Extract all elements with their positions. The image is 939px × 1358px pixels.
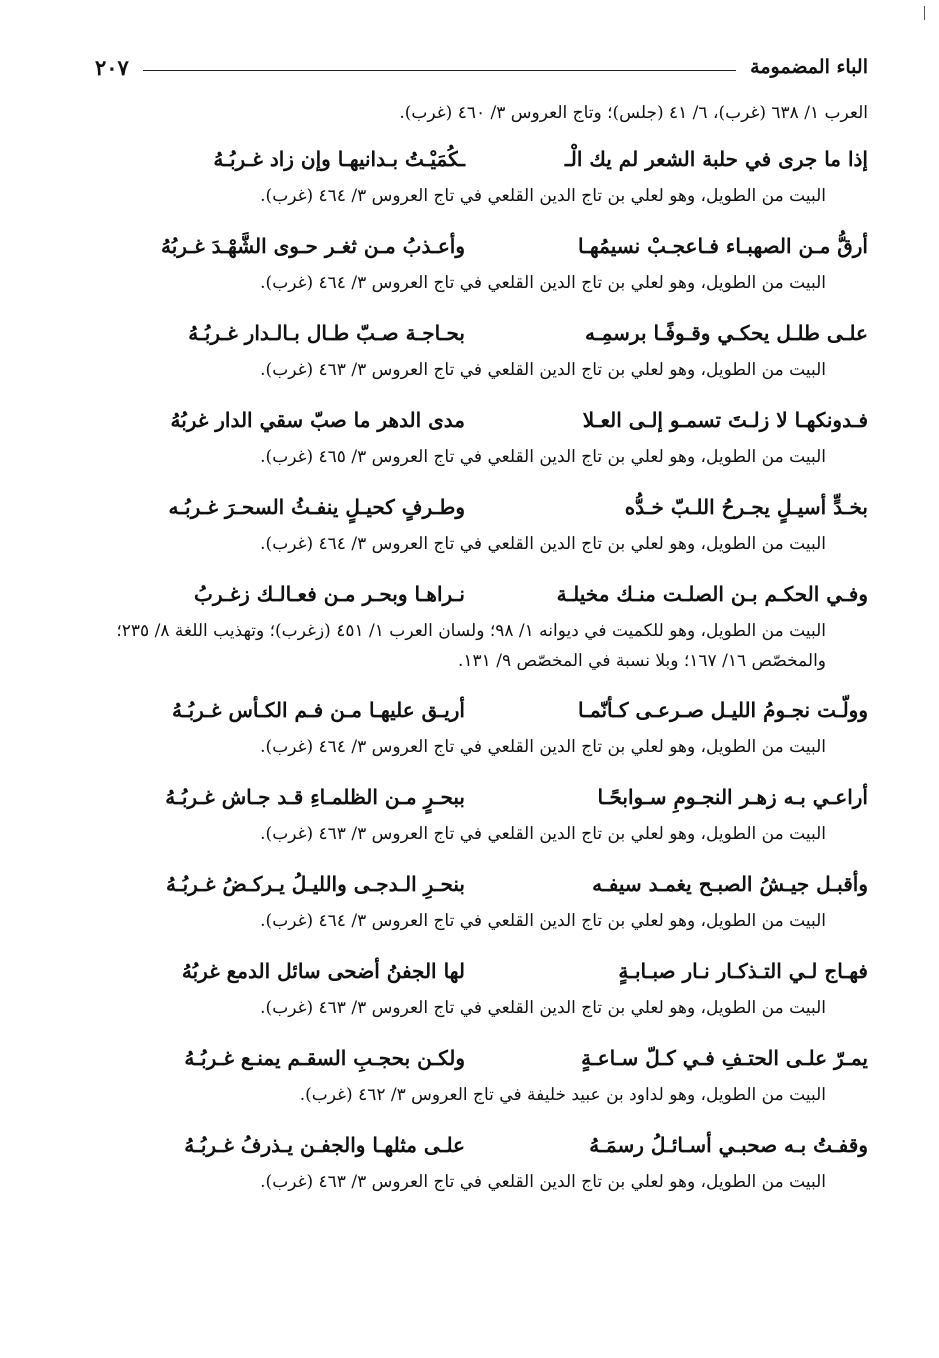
verse-first-hemistich: وقفـتُ بـه صحبـي أسـائـلُ رسمَـهُ: [589, 1133, 868, 1157]
verse-second-hemistich: ـكُمَيْـتُ بـدانيهـا وإن زاد غـربُـهُ: [213, 147, 465, 171]
verse-citation: البيت من الطويل، وهو لعلي بن تاج الدين القلعي في تاج العروس ٣/ ٤٦٤ (غرب).: [260, 534, 826, 554]
verse-second-hemistich: بنحـرِ الـدجـى والليـلُ يـركـضُ غـربُـهُ: [166, 872, 465, 896]
verse-citation: البيت من الطويل، وهو لعلي بن تاج الدين القلعي في تاج العروس ٣/ ٤٦٣ (غرب).: [260, 360, 826, 380]
verse-citation: البيت من الطويل، وهو للكميت في ديوانه ١/ ٩٨؛ ولسان العرب ١/ ٤٥١ (زغرب)؛ وتهذيب اللغة ٨/ ٢٣٥؛ والمخصّص ١٦/ ١٦٧؛ وبلا نسبة في المخصّص ٩/ ١٣١.: [116, 621, 826, 671]
verse-first-hemistich: أراعـي بـه زهـر النجـومِ سـوابحًـا: [597, 785, 868, 809]
verse-line: [95, 485, 868, 529]
verse-citation: البيت من الطويل، وهو لعلي بن تاج الدين القلعي في تاج العروس ٣/ ٤٦٣ (غرب).: [260, 1172, 826, 1192]
page-edge-mark: [924, 6, 925, 20]
verse-second-hemistich: علـى مثلهـا والجفـن يـذرفُ غـربُـهُ: [184, 1133, 465, 1157]
verse-line: [95, 775, 868, 819]
verse-second-hemistich: وطـرفٍ كحيـلٍ ينفـثُ السحـرَ غـربُـه: [168, 495, 465, 519]
verse-citation: البيت من الطويل، وهو لعلي بن تاج الدين القلعي في تاج العروس ٣/ ٤٦٥ (غرب).: [260, 447, 826, 467]
page-number: ٢٠٧: [95, 54, 129, 80]
verse-citation: البيت من الطويل، وهو لعلي بن تاج الدين القلعي في تاج العروس ٣/ ٤٦٣ (غرب).: [260, 998, 826, 1018]
verse-second-hemistich: مدى الدهر ما صبّ سقي الدار غربُهُ: [170, 408, 465, 432]
verse-second-hemistich: نـراهـا وبحـر مـن فعـالـك زغـربُ: [193, 582, 465, 606]
verse-first-hemistich: إذا ما جرى في حلبة الشعر لم يك الْـ: [564, 147, 868, 171]
verse-first-hemistich: علـى طلـل يحكـي وقـوفًـا برسمِـه: [585, 321, 868, 345]
verse-line: [95, 949, 868, 993]
verse-first-hemistich: فـدونكهـا لا زلـتَ تسمـو إلـى العـلا: [582, 408, 868, 432]
verse-line: [95, 862, 868, 906]
verse-line: [95, 224, 868, 268]
verse-second-hemistich: بحـاجـة صـبّ طـال بـالـدار غـربُـهُ: [188, 321, 465, 345]
verse-citation: البيت من الطويل، وهو لعلي بن تاج الدين القلعي في تاج العروس ٣/ ٤٦٤ (غرب).: [260, 737, 826, 757]
verse-second-hemistich: ببحـرٍ مـن الظلمـاءِ قـد جـاش غـربُـهُ: [165, 785, 465, 809]
continued-citation: العرب ١/ ٦٣٨ (غرب)، ٦/ ٤١ (جلس)؛ وتاج العروس ٣/ ٤٦٠ (غرب).: [399, 103, 868, 123]
verse-citation: البيت من الطويل، وهو لعلي بن تاج الدين القلعي في تاج العروس ٣/ ٤٦٣ (غرب).: [260, 824, 826, 844]
verse-first-hemistich: بخـدٍّ أسيـلٍ يجـرحُ اللـبّ خـدُّه: [624, 495, 868, 519]
verse-line: [95, 137, 868, 181]
verse-citation: البيت من الطويل، وهو لداود بن عبيد خليفة في تاج العروس ٣/ ٤٦٢ (غرب).: [299, 1085, 826, 1105]
verse-second-hemistich: ولكـن بحجـبِ السقـم يمنـع غـربُـهُ: [184, 1046, 465, 1070]
verse-line: [95, 311, 868, 355]
verse-second-hemistich: أريـق عليهـا مـن فـم الكـأس غـربُـهُ: [172, 698, 465, 722]
verse-line: [95, 1123, 868, 1167]
verse-first-hemistich: يمـرّ علـى الحتـفِ فـي كـلّ سـاعـةٍ: [581, 1046, 868, 1070]
header-rule: [143, 70, 736, 71]
verse-first-hemistich: وفـي الحكـم بـن الصلـت منـك مخيلـة: [556, 582, 868, 606]
verse-first-hemistich: وولّـت نجـومُ الليـل صـرعـى كـأنّمـا: [577, 698, 868, 722]
verse-line: [95, 398, 868, 442]
verse-second-hemistich: وأعـذبُ مـن ثغـر حـوى الشَّهْـدَ غـربُهُ: [161, 234, 465, 258]
verse-line: [95, 688, 868, 732]
verse-line: [95, 572, 868, 616]
running-header: [95, 50, 868, 84]
verse-first-hemistich: وأقبـل جيـشُ الصبـح يغمـد سيفـه: [592, 872, 868, 896]
verse-citation: البيت من الطويل، وهو لعلي بن تاج الدين القلعي في تاج العروس ٣/ ٤٦٤ (غرب).: [260, 273, 826, 293]
verse-citation: البيت من الطويل، وهو لعلي بن تاج الدين القلعي في تاج العروس ٣/ ٤٦٤ (غرب).: [260, 186, 826, 206]
verse-citation: البيت من الطويل، وهو لعلي بن تاج الدين القلعي في تاج العروس ٣/ ٤٦٤ (غرب).: [260, 911, 826, 931]
verse-line: [95, 1036, 868, 1080]
page-body: [95, 98, 868, 1210]
verse-first-hemistich: أرقُّ مـن الصهبـاء فـاعجـبْ نسيمُهـا: [577, 234, 868, 258]
verse-first-hemistich: فهـاج لـي التـذكـار نـار صبـابـةٍ: [618, 959, 868, 983]
verse-second-hemistich: لها الجفنُ أضحى سائل الدمع غربُهُ: [181, 959, 465, 983]
chapter-title: الباء المضمومة: [750, 56, 868, 78]
